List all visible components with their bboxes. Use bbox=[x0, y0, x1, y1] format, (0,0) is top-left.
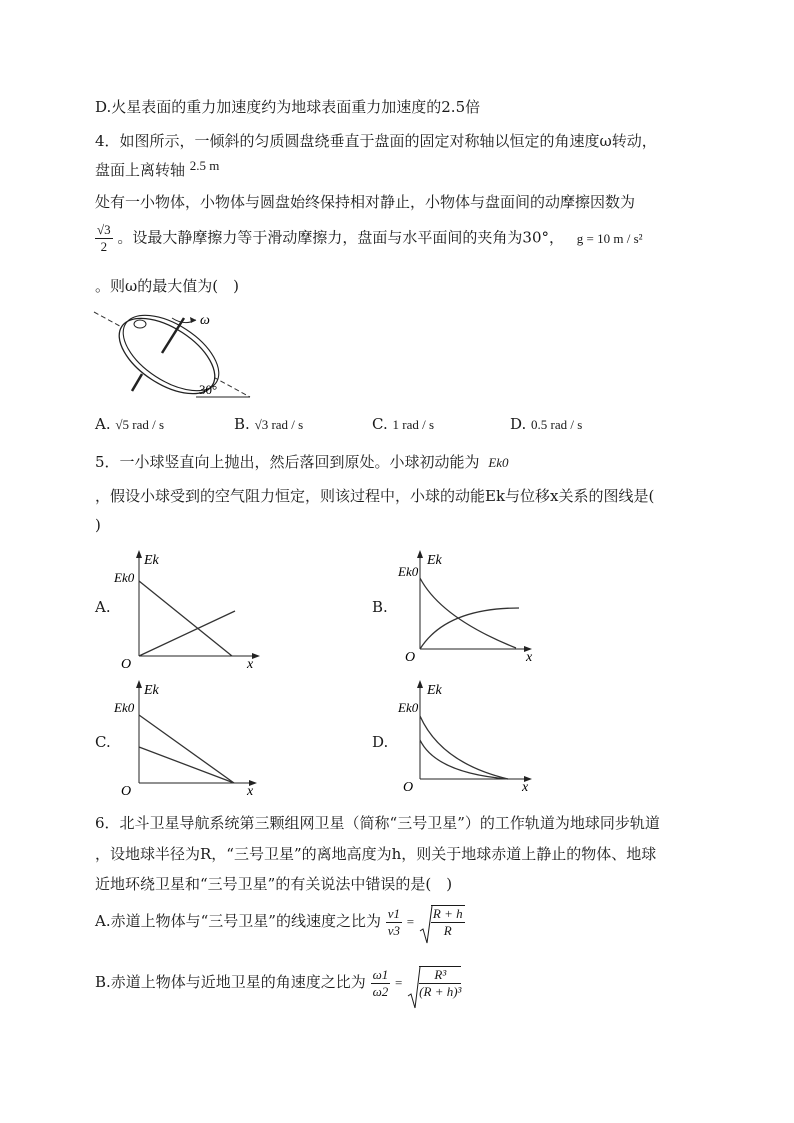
q3-option-d: D.火星表面的重力加速度约为地球表面重力加速度的2.5倍 bbox=[95, 98, 481, 116]
q6-option-a-radical-sign bbox=[419, 905, 433, 945]
q6-option-a-eq: = bbox=[406, 914, 415, 929]
q4-mu-num: √3 bbox=[97, 222, 111, 237]
q6-line1: 6．北斗卫星导航系统第三颗组网卫星（简称“三号卫星”）的工作轨道为地球同步轨道 bbox=[95, 814, 660, 832]
q4-option-d[interactable] bbox=[510, 414, 582, 435]
q6-option-b[interactable] bbox=[95, 966, 461, 1014]
q6-option-b-num: ω1 bbox=[372, 966, 389, 982]
graph-b-y-arrow bbox=[417, 550, 423, 558]
q4-angle-label: 30° bbox=[199, 382, 218, 397]
graph-c-lower-line bbox=[139, 747, 234, 783]
q6-option-a[interactable] bbox=[95, 905, 465, 949]
q6-option-b-rad-den: (R + h)³ bbox=[419, 984, 462, 999]
q6-option-a-rad-num: R + h bbox=[432, 906, 463, 921]
q6-option-b-ratio bbox=[371, 967, 391, 1000]
q4-mu-den: 2 bbox=[100, 239, 108, 254]
graph-c-origin: O bbox=[121, 784, 132, 799]
q6-option-b-radicand bbox=[419, 966, 461, 1000]
graph-d-ek0: Ek0 bbox=[398, 700, 419, 715]
q5-graph-a-label: A. bbox=[95, 598, 111, 616]
q6-option-a-radicand bbox=[431, 905, 465, 939]
graph-d-upper-curve bbox=[420, 716, 508, 779]
q4-option-b[interactable] bbox=[234, 414, 303, 435]
q4-option-a-label: A. bbox=[95, 415, 111, 433]
q5-graph-b bbox=[396, 548, 546, 673]
q6-option-b-text: B.赤道上物体与近地卫星的角速度之比为 bbox=[95, 973, 366, 991]
q5-graph-d-label: D. bbox=[372, 733, 389, 751]
q4-option-b-value: √3 rad / s bbox=[254, 417, 304, 432]
q6-option-b-rad-num: R³ bbox=[419, 967, 461, 984]
graph-c-y-arrow bbox=[136, 680, 142, 688]
graph-a-y-arrow bbox=[136, 550, 142, 558]
q6-option-a-rad-den: R bbox=[443, 923, 452, 938]
q6-option-a-num: v1 bbox=[387, 905, 401, 921]
q6-option-a-ratio bbox=[386, 906, 402, 939]
q4-option-c-value: 1 rad / s bbox=[392, 417, 435, 432]
q5-graph-c-label: C. bbox=[95, 733, 111, 751]
graph-d-x: x bbox=[522, 780, 529, 795]
q4-line5: 。则ω的最大值为( ) bbox=[95, 277, 239, 295]
graph-d-origin: O bbox=[403, 780, 414, 795]
q6-option-a-den: v3 bbox=[387, 922, 401, 938]
q4-line1: 4．如图所示，一倾斜的匀质圆盘绕垂直于盘面的固定对称轴以恒定的角速度ω转动， bbox=[95, 132, 657, 150]
graph-d-lower-curve bbox=[420, 740, 508, 779]
q4-option-d-label: D. bbox=[510, 415, 527, 433]
q4-line3: 处有一小物体，小物体与圆盘始终保持相对静止，小物体与盘面间的动摩擦因数为 bbox=[95, 193, 636, 211]
q5-ek0: Ek0 bbox=[488, 455, 509, 470]
graph-b-origin: O bbox=[405, 650, 416, 665]
graph-a-x: x bbox=[247, 657, 254, 672]
q4-shaft-bottom bbox=[132, 374, 142, 391]
q6-option-b-eq: = bbox=[395, 975, 403, 990]
q4-omega-label: ω bbox=[200, 313, 210, 328]
q4-option-c-label: C. bbox=[372, 415, 388, 433]
q4-line2-text: 盘面上离转轴 bbox=[95, 161, 186, 179]
q4-option-d-value: 0.5 rad / s bbox=[531, 417, 583, 432]
graph-c-ek: Ek bbox=[144, 683, 159, 698]
q5-graph-b-label: B. bbox=[372, 598, 388, 616]
q4-arrow-head bbox=[190, 317, 196, 323]
q4-disc-figure bbox=[92, 308, 262, 403]
q4-small-object bbox=[134, 320, 146, 328]
q6-line3: 近地环绕卫星和“三号卫星”的有关说法中错误的是( ) bbox=[95, 875, 453, 893]
q6-option-b-sqrt bbox=[407, 966, 461, 1000]
q4-option-c[interactable] bbox=[372, 414, 434, 435]
q4-line4 bbox=[95, 222, 643, 266]
graph-c-ek0: Ek0 bbox=[114, 700, 135, 715]
graph-c-upper-line bbox=[139, 715, 234, 783]
q5-graph-a bbox=[110, 548, 270, 673]
q6-option-a-text: A.赤道上物体与“三号卫星”的线速度之比为 bbox=[95, 912, 381, 930]
graph-c-x: x bbox=[247, 784, 254, 799]
q6-line2: ，设地球半径为R，“三号卫星”的离地高度为h，则关于地球赤道上静止的物体、地球 bbox=[95, 845, 657, 863]
q4-line2 bbox=[95, 160, 219, 181]
q5-graph-c bbox=[110, 678, 270, 803]
graph-a-origin: O bbox=[121, 657, 132, 672]
graph-b-ek0: Ek0 bbox=[398, 564, 419, 579]
graph-b-ek: Ek bbox=[427, 553, 442, 568]
q5-line1-text: 5．一小球竖直向上抛出，然后落回到原处。小球初动能为 bbox=[95, 453, 480, 471]
q5-line1 bbox=[95, 452, 509, 473]
graph-b-falling-curve bbox=[420, 578, 516, 648]
q4-g-value: g = 10 m / s² bbox=[576, 230, 643, 246]
graph-a-rising-line bbox=[139, 611, 235, 656]
q4-option-b-label: B. bbox=[234, 415, 250, 433]
graph-a-ek: Ek bbox=[144, 553, 159, 568]
graph-d-ek: Ek bbox=[427, 683, 442, 698]
q4-option-a[interactable] bbox=[95, 414, 164, 435]
graph-d-y-arrow bbox=[417, 680, 423, 688]
graph-a-ek0: Ek0 bbox=[114, 570, 135, 585]
q5-line3: ) bbox=[95, 516, 101, 534]
graph-b-x: x bbox=[526, 650, 533, 665]
q6-option-a-sqrt bbox=[419, 905, 465, 939]
q4-line4-text: 。设最大静摩擦力等于滑动摩擦力，盘面与水平面间的夹角为30°， bbox=[117, 228, 565, 247]
q4-option-a-value: √5 rad / s bbox=[115, 417, 165, 432]
q6-option-b-radical-sign bbox=[407, 966, 421, 1010]
q5-line2: ，假设小球受到的空气阻力恒定，则该过程中，小球的动能Ek与位移x关系的图线是( bbox=[95, 487, 655, 505]
q6-option-b-den: ω2 bbox=[372, 983, 389, 999]
q5-graph-d bbox=[396, 678, 546, 803]
q4-mu-fraction bbox=[95, 222, 113, 255]
q4-radius: 2.5 m bbox=[189, 158, 220, 173]
